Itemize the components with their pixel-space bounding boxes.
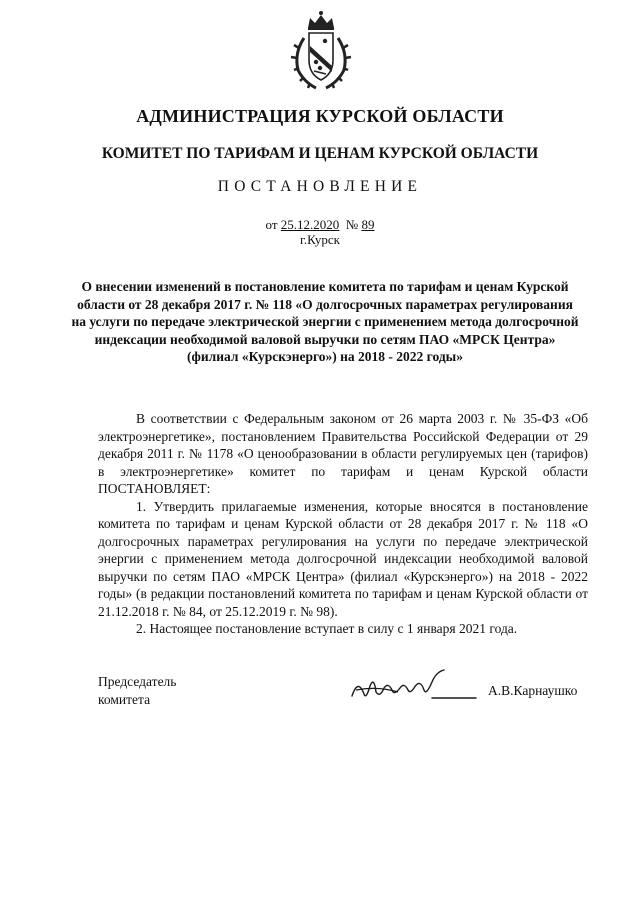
administration-heading: АДМИНИСТРАЦИЯ КУРСКОЙ ОБЛАСТИ <box>136 106 504 126</box>
position-line-1: Председатель <box>98 674 177 689</box>
committee-heading: КОМИТЕТ ПО ТАРИФАМ И ЦЕНАМ КУРСКОЙ ОБЛАСТИ <box>101 145 539 162</box>
number-prefix: № <box>345 217 359 232</box>
signatory-position <box>98 673 176 708</box>
item-2-paragraph: 2. Настоящее постановление вступает в силу с 1 января 2021 года. <box>136 621 518 636</box>
date-line <box>0 217 640 233</box>
item-1-paragraph: 1. Утвердить прилагаемые изменения, которые вносятся в постановление комитета по тарифам и ценам Курской области от 28 декабря 2017 г. № 118 «О долгосрочных параметрах регулирования на услуги по передаче электрической энергии с применением метода долгосрочной индексации необходимой валовой выручки по сетям ПАО «МРСК Центра» (филиал «Курскэнерго») на 2018 - 2022 годы» (в редакции постановлений комитета по тарифам и ценам Курской области от 21.12.2018 г. № 84, от 25.12.2019 г. № 98). <box>98 498 588 619</box>
document-number: 89 <box>361 217 375 232</box>
document-type: ПОСТАНОВЛЕНИЕ <box>217 178 423 195</box>
signatory-name: А.В.Карнаушко <box>488 683 578 698</box>
intro-paragraph: В соответствии с Федеральным законом от 26 марта 2003 г. № 35-ФЗ «Об электроэнергетике», постановлением Правительства Российской Федерации от 29 декабря 2011 г. № 1178 «О ценообразовании в области регулируемых цен (тарифов) в электроэнергетике» комитет по тарифам и ценам Курской области ПОСТАНОВЛЯЕТ: <box>98 411 588 496</box>
document-date: 25.12.2020 <box>280 217 340 232</box>
handwritten-signature <box>348 668 480 708</box>
document-title: О внесении изменений в постановление комитета по тарифам и ценам Курской области от 28 декабря 2017 г. № 118 «О долгосрочных параметрах регулирования на услуги по передаче электрической энергии с применением метода долгосрочной индексации необходимой валовой выручки по сетям ПАО «МРСК Центра» (филиал «Курскэнерго») на 2018 - 2022 годы» <box>71 279 579 364</box>
document-body <box>98 410 588 638</box>
document-city: г.Курск <box>300 232 340 247</box>
date-prefix: от <box>265 217 278 232</box>
position-line-2: комитета <box>98 691 151 707</box>
kursk-coat-of-arms-icon <box>290 8 352 94</box>
